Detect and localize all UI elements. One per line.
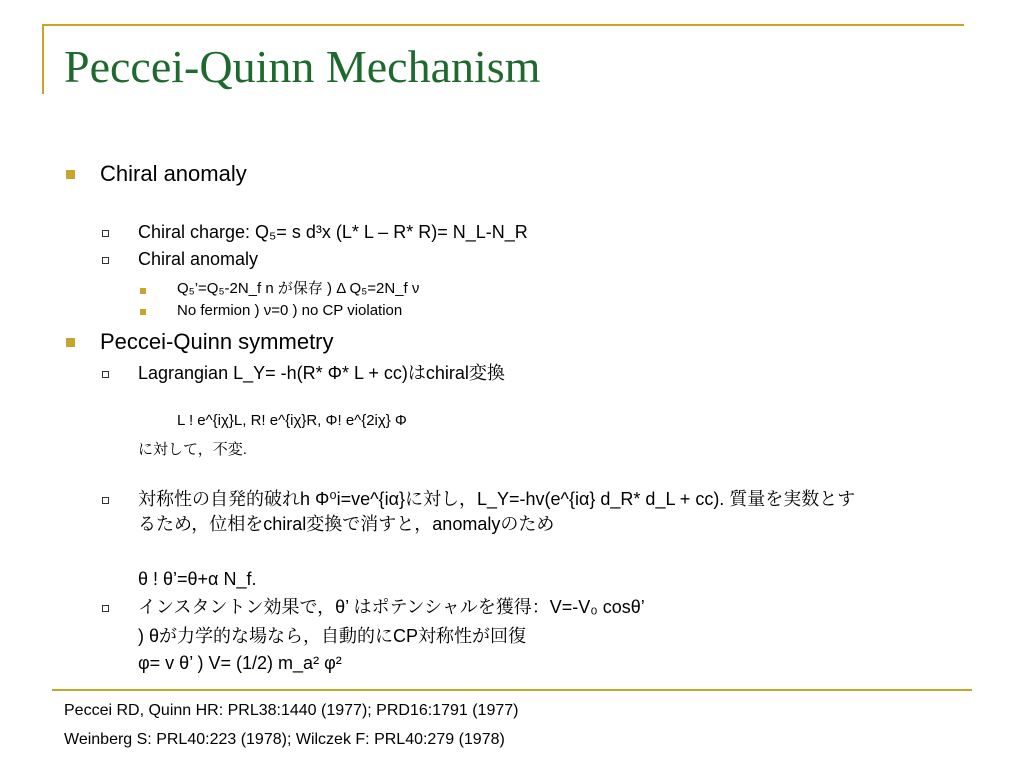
no-fermion-line: No fermion ) ν=0 ) no CP violation: [177, 302, 403, 319]
slide-title: Peccei-Quinn Mechanism: [64, 41, 541, 92]
chiral-anomaly-subitem: Chiral anomaly: [138, 249, 259, 269]
lagrangian-line: Lagrangian L_Y= -h(R* Φ* L + cc)はchiral変換: [138, 363, 505, 383]
bullet-small-square-icon: [140, 309, 146, 315]
references-rule: [52, 689, 972, 691]
potential-line: φ= v θ’ ) V= (1/2) m_a² φ²: [138, 653, 342, 673]
bullet-hollow-square-icon: [102, 371, 109, 378]
reference-2: Weinberg S: PRL40:223 (1978); Wilczek F: PRL40:279 (1978): [64, 731, 505, 748]
bullet-hollow-square-icon: [102, 605, 109, 612]
ssb-line-1: 対称性の自発的破れh Φ⁰i=ve^{iα}に対し，L_Y=-hv(e^{iα} d_R* d_L + cc). 質量を実数とす: [138, 489, 856, 509]
theta-shift-line: θ ! θ’=θ+α N_f.: [138, 569, 257, 589]
bullet-hollow-square-icon: [102, 257, 109, 264]
bullet-hollow-square-icon: [102, 230, 109, 237]
chiral-charge-line: [138, 223, 528, 241]
bullet-square-icon: [66, 170, 75, 179]
top-rule: [42, 24, 964, 26]
reference-1: Peccei RD, Quinn HR: PRL38:1440 (1977); PRD16:1791 (1977): [64, 702, 519, 719]
bullet-hollow-square-icon: [102, 497, 109, 504]
bullet-square-icon: [66, 338, 75, 347]
bullet-chiral-anomaly: Chiral anomaly: [100, 161, 247, 186]
chiral-charge-text: Chiral charge: Q₅= s d³x (L* L – R* R)= N_L-N_R: [138, 222, 528, 242]
bullet-pq-symmetry: Peccei-Quinn symmetry: [100, 329, 334, 354]
invariance-line: に対して，不変.: [138, 441, 247, 458]
chiral-transform-line: L ! e^{iχ}L, R! e^{iχ}R, Φ! e^{2iχ} Φ: [177, 412, 407, 429]
q5-conservation-line: Q₅’=Q₅-2N_f n が保存 ) Δ Q₅=2N_f ν: [177, 280, 420, 297]
bullet-small-square-icon: [140, 288, 146, 294]
left-rule: [42, 24, 44, 94]
ssb-line-2: るため，位相をchiral変換で消すと，anomalyのため: [138, 514, 555, 534]
cp-restoration-line: ) θが力学的な場なら，自動的にCP対称性が回復: [138, 626, 527, 646]
instanton-line: インスタントン効果で，θ’ はポテンシャルを獲得：V=-V₀ cosθ’: [138, 597, 645, 617]
